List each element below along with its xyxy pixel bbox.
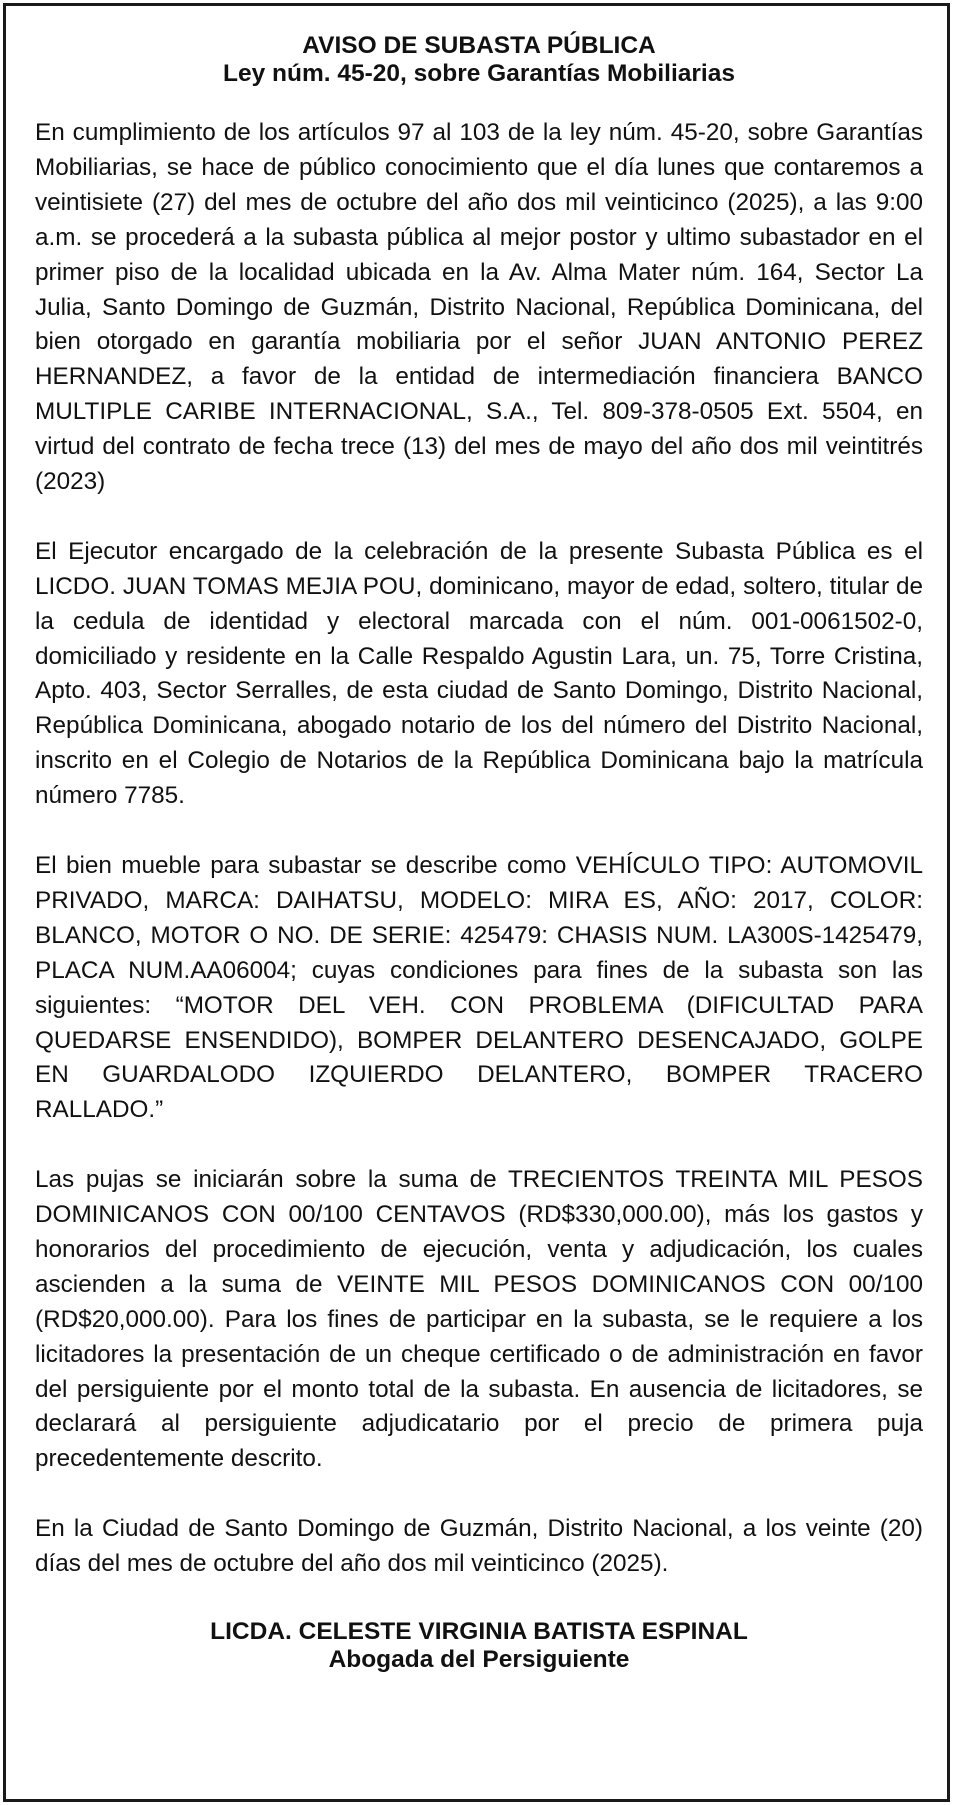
paragraph-bidding-terms: Las pujas se iniciarán sobre la suma de TRECIENTOS TREINTA MIL PESOS DOMINICANOS CON 00/100 CENTAVOS (RD$330,000.00), más los gastos y honorarios del procedimiento de ejecución, venta y adjudicación, los cuales ascienden a la suma de VEINTE MIL PESOS DOMINICANOS CON 00/100 (RD$20,000.00). Para los fines de participar en la subasta, se le requiere a los licitadores la presentación de un cheque certificado o de administración en favor del persiguiente por el monto total de la subasta. En ausencia de licitadores, se declarará al persiguiente adjudicatario por el precio de primera puja precedentemente descrito. (35, 1166, 923, 1473)
signature-role: Abogada del Persiguiente (328, 1646, 630, 1673)
notice-title: AVISO DE SUBASTA PÚBLICA (302, 32, 656, 59)
paragraph-executor: El Ejecutor encargado de la celebración de la presente Subasta Pública es el LICDO. JUAN TOMAS MEJIA POU, dominicano, mayor de edad, soltero, titular de la cedula de identidad y electoral marcada con el núm. 001-0061502-0, domiciliado y residente en la Calle Respaldo Agustin Lara, un. 75, Torre Cristina, Apto. 403, Sector Serralles, de esta ciudad de Santo Domingo, Distrito Nacional, República Dominicana, abogado notario de los del número del Distrito Nacional, inscrito en el Colegio de Notarios de la República Dominicana bajo la matrícula número 7785. (35, 537, 923, 810)
paragraph-place-date: En la Ciudad de Santo Domingo de Guzmán, Distrito Nacional, a los veinte (20) días del mes de octubre del año dos mil veinticinco (2025). (35, 1515, 923, 1578)
paragraph-auction-announcement: En cumplimiento de los artículos 97 al 103 de la ley núm. 45-20, sobre Garantías Mobiliarias, se hace de público conocimiento que el día lunes que contaremos a veintisiete (27) del mes de octubre del año dos mil veinticinco (2025), a las 9:00 a.m. se procederá a la subasta pública al mejor postor y ultimo subastador en el primer piso de la localidad ubicada en la Av. Alma Mater núm. 164, Sector La Julia, Santo Domingo de Guzmán, Distrito Nacional, República Dominicana, del bien otorgado en garantía mobiliaria por el señor JUAN ANTONIO PEREZ HERNANDEZ, a favor de la entidad de intermediación financiera BANCO MULTIPLE CARIBE INTERNACIONAL, S.A., Tel. 809-378-0505 Ext. 5504, en virtud del contrato de fecha trece (13) del mes de mayo del año dos mil veintitrés (2023) (35, 119, 923, 496)
notice-content (35, 32, 923, 1674)
notice-frame (3, 3, 950, 1802)
notice-subtitle: Ley núm. 45-20, sobre Garantías Mobiliarias (223, 60, 735, 87)
signature-name: LICDA. CELESTE VIRGINIA BATISTA ESPINAL (210, 1618, 748, 1645)
paragraph-vehicle-description: El bien mueble para subastar se describe como VEHÍCULO TIPO: AUTOMOVIL PRIVADO, MARCA: DAIHATSU, MODELO: MIRA ES, AÑO: 2017, COLOR: BLANCO, MOTOR O NO. DE SERIE: 425479: CHASIS NUM. LA300S-1425479, PLACA NUM.AA06004; cuyas condiciones para fines de la subasta son las siguientes: “MOTOR DEL VEH. CON PROBLEMA (DIFICULTAD PARA QUEDARSE ENSENDIDO), BOMPER DELANTERO DESENCAJADO, GOLPE EN GUARDALODO IZQUIERDO DELANTERO, BOMPER TRACERO RALLADO.” (35, 852, 923, 1124)
